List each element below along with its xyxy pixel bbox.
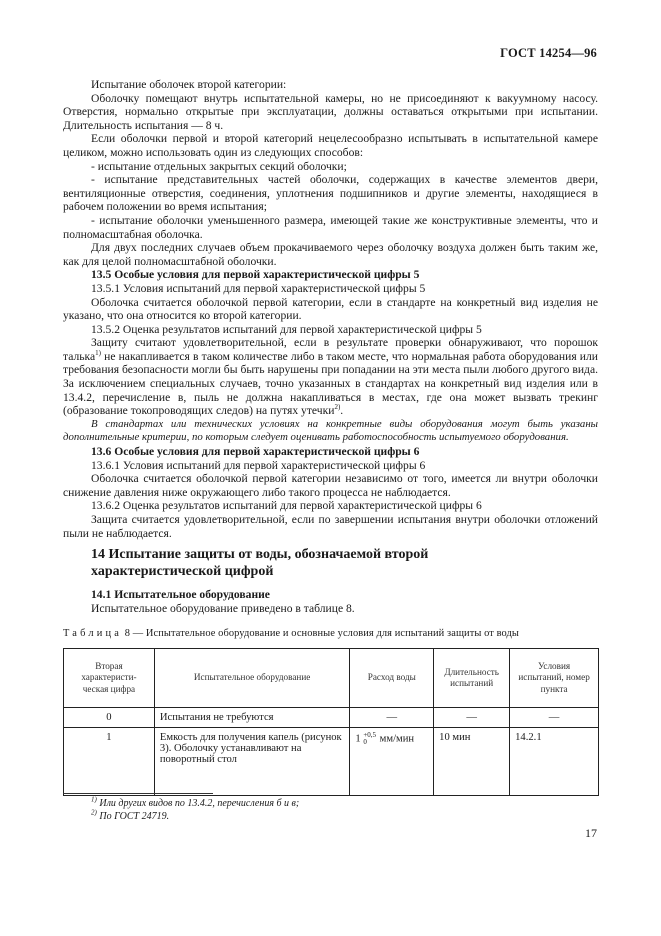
subsection-heading: 14.1 Испытательное оборудование <box>91 588 270 601</box>
section-14-title: 14 Испытание защиты от воды, обозначаемой второй характеристической цифрой <box>91 547 429 579</box>
paragraph: Испытание оболочек второй категории: <box>91 78 287 91</box>
table-cell: — <box>434 708 510 728</box>
paragraph: Оболочка считается оболочкой первой категории, если в стандарте на конкретный вид изделия не указано, что она относится ко второй категории. <box>63 295 598 323</box>
paragraph: Оболочку помещают внутрь испытательной камеры, но не присоединяют к вакуумному насосу. Отверстия, нормально открытые при эксплуатации, должны оставаться открытыми при испытании. Длительность испытания — 8 ч. <box>63 91 598 132</box>
subsection-heading: 13.6.1 Условия испытаний для первой характеристической цифры 6 <box>91 458 426 472</box>
column-header: Условия испытаний, номер пункта <box>510 649 599 708</box>
table-row <box>64 708 599 728</box>
section-14-1 <box>91 588 591 615</box>
page-body <box>63 78 598 540</box>
table-cell: — <box>510 708 599 728</box>
footnote: $^{2)}$ По ГОСТ 24719. <box>91 808 170 822</box>
paragraph: Защита считается удовлетворительной, если по завершении испытания внутри оболочки отложений пыли не наблюдается. <box>63 513 598 540</box>
list-item: - испытание представительных частей оболочки, содержащих в качестве элементов двери, вентиляционные отверстия, соединения, уплотнения подшипников и другие элементы, находящиеся в рабочем положении во время испытания; <box>63 173 598 214</box>
footnote: $^{1)}$ Или других видов по 13.4.2, перечисления б и в; <box>91 795 300 809</box>
table-row <box>64 728 599 796</box>
note-paragraph: В стандартах или технических условиях на конкретные виды оборудования могут быть указаны дополнительные критерии, по которым следует оценивать работоспособность испытуемого оборудования. <box>63 417 598 444</box>
table-cell: — <box>350 708 434 728</box>
section-heading: 13.5 Особые условия для первой характеристической цифры 5 <box>91 268 420 282</box>
column-header: Испытательное оборудование <box>154 649 349 708</box>
tolerance: +0,5 0 <box>363 731 377 746</box>
subsection-heading: 13.6.2 Оценка результатов испытаний для первой характеристической цифры 6 <box>91 499 482 513</box>
table-cell: 10 мин <box>434 728 510 796</box>
table-caption: Таблица 8 — Испытательное оборудование и основные условия для испытаний защиты от воды <box>63 628 520 639</box>
section-heading: 13.6 Особые условия для первой характеристической цифры 6 <box>91 445 420 459</box>
table-header-row <box>64 649 599 708</box>
footnotes <box>91 795 300 823</box>
page-number: 17 <box>585 826 597 840</box>
column-header: Длительность испытаний <box>434 649 510 708</box>
table-cell: 1 +0,5 0 мм/мин <box>350 728 434 796</box>
table-cell: 14.2.1 <box>510 728 599 796</box>
table-cell: 0 <box>64 708 155 728</box>
paragraph: Защиту считают удовлетворительной, если в результате проверки обнаруживают, что порошок талька$^{1)}$ не накапливается в таком количестве либо в таком месте, что нормальная работа оборудования или требования безопасности могли бы быть нарушены при попадании на эти места пыли любого другого вида. За исключением специальных случаев, точно указанных в стандартах на конкретный вид изделия или в 13.4.2, перечисление в, пыль не должна накапливаться в местах, где она может вызвать трекинг (образование токопроводящих следов) на путях утечки$^{2)}$. <box>63 336 598 418</box>
column-header: Вторая характеристи-ческая цифра <box>64 649 155 708</box>
paragraph: Испытательное оборудование приведено в таблице 8. <box>91 601 355 615</box>
table-cell: Емкость для получения капель (рисунок 3). Оболочку устанавливают на поворотный стол <box>154 728 349 796</box>
paragraph: Оболочка считается оболочкой первой категории независимо от того, имеется ли внутри оболочки снижение давления ниже окружающего либо такого процесса не наблюдается. <box>63 472 598 499</box>
document-header: ГОСТ 14254—96 <box>500 46 597 60</box>
column-header: Расход воды <box>350 649 434 708</box>
paragraph: Для двух последних случаев объем прокачиваемого через оболочку воздуха должен быть таким же, как для целой полномасштабной оболочки. <box>63 241 598 268</box>
footnote-ref: 1) <box>95 349 101 358</box>
footnote-ref: 2) <box>334 403 341 412</box>
subsection-heading: 13.5.1 Условия испытаний для первой характеристической цифры 5 <box>91 281 426 295</box>
paragraph: Если оболочки первой и второй категорий нецелесообразно испытывать в испытательной камере целиком, можно использовать один из следующих способов: <box>63 132 598 159</box>
list-item: - испытание оболочки уменьшенного размера, имеющей такие же конструктивные элементы, что и полномасштабная оболочка. <box>63 213 598 241</box>
test-equipment-table <box>63 648 599 796</box>
table-cell: 1 <box>64 728 155 796</box>
table-cell: Испытания не требуются <box>154 708 349 728</box>
list-item: - испытание отдельных закрытых секций оболочки; <box>91 159 347 173</box>
footnote-divider <box>63 793 213 794</box>
subsection-heading: 13.5.2 Оценка результатов испытаний для первой характеристической цифры 5 <box>91 322 482 336</box>
